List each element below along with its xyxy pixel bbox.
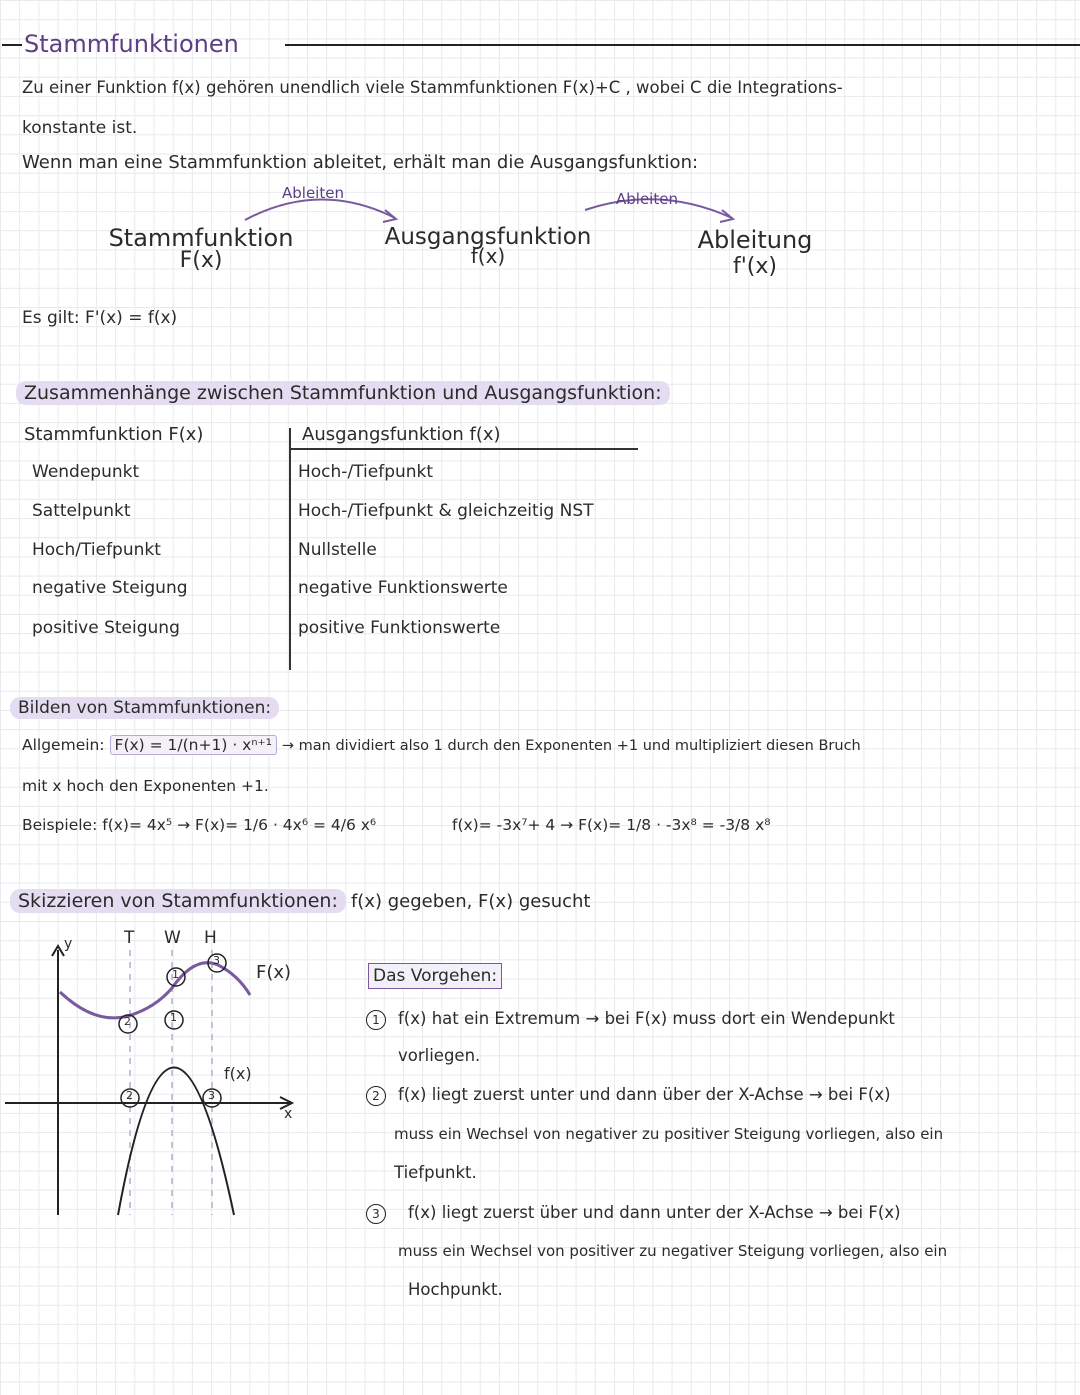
forming-example-1: f(x)= 4x⁵ → F(x)= 1/6 · 4x⁶ = 4/6 x⁶ <box>102 816 377 834</box>
forming-examples-line <box>22 816 376 834</box>
step-3-line-1: f(x) liegt zuerst über und dann unter der X-Achse → bei F(x) <box>408 1203 901 1222</box>
forming-general-line <box>22 736 861 754</box>
sketch-heading-rest: f(x) gegeben, F(x) gesucht <box>350 891 591 912</box>
relations-row-4-left: negative Steigung <box>32 578 188 598</box>
relations-row-3-right: Nullstelle <box>298 540 377 560</box>
flow-node-1-title: Stammfunktion <box>108 224 294 252</box>
step-3-line-2: muss ein Wechsel von positiver zu negativer Steigung vorliegen, also ein <box>398 1242 948 1260</box>
forming-example-2: f(x)= -3x⁷+ 4 → F(x)= 1/8 · -3x⁸ = -3/8 x⁸ <box>452 816 771 834</box>
graph-x-label: x <box>284 1106 293 1122</box>
rule-text: Es gilt: F'(x) = f(x) <box>22 308 178 328</box>
forming-heading <box>10 698 279 718</box>
forming-general-formula: F(x) = 1/(n+1) · xⁿ⁺¹ <box>110 735 277 755</box>
marker-3-f-num: 3 <box>208 1089 215 1102</box>
step-2-number: 2 <box>366 1086 386 1106</box>
sketch-heading-text: Skizzieren von Stammfunktionen: <box>10 889 346 913</box>
procedure-title <box>368 966 502 986</box>
flow-node-ableitung <box>680 226 830 279</box>
flow-node-2-title: Ausgangsfunktion <box>384 224 592 250</box>
step-3-number: 3 <box>366 1204 386 1224</box>
relations-row-1-left: Wendepunkt <box>32 462 140 482</box>
forming-general-text: → man dividiert also 1 durch den Exponenten +1 und multipliziert diesen Bruch <box>281 738 861 754</box>
relations-divider <box>289 428 291 670</box>
flow-arrow-2-label: Ableiten <box>616 190 678 208</box>
marker-3-F-num: 3 <box>213 954 220 967</box>
flow-arrows <box>0 170 1080 410</box>
relations-row-3-left: Hoch/Tiefpunkt <box>32 540 161 560</box>
relations-row-4-right: negative Funktionswerte <box>298 578 508 598</box>
graph-f-label: f(x) <box>224 1064 252 1083</box>
relations-heading <box>16 382 670 404</box>
step-1-number: 1 <box>366 1010 386 1030</box>
intro-line-3: Wenn man eine Stammfunktion ableitet, erhält man die Ausgangsfunktion: <box>22 152 699 173</box>
graph-y-label: y <box>64 936 73 952</box>
step-1-line-2: vorliegen. <box>398 1046 481 1065</box>
marker-1-f-num: 1 <box>170 1011 177 1024</box>
title-dash <box>2 44 22 46</box>
forming-heading-text: Bilden von Stammfunktionen: <box>10 697 279 719</box>
relations-header-rule <box>290 448 638 450</box>
graph-letter-H: H <box>204 928 217 948</box>
relations-row-2-left: Sattelpunkt <box>32 501 131 521</box>
step-1-line-1: f(x) hat ein Extremum → bei F(x) muss dort ein Wendepunkt <box>398 1009 895 1028</box>
procedure-title-text: Das Vorgehen: <box>368 963 502 989</box>
marker-2-f-num: 2 <box>126 1089 133 1102</box>
page-title: Stammfunktionen <box>24 30 239 58</box>
relations-row-2-right: Hoch-/Tiefpunkt & gleichzeitig NST <box>298 501 594 521</box>
flow-node-ausgangsfunktion <box>372 224 604 268</box>
flow-node-stammfunktion <box>96 224 306 273</box>
step-2-line-1: f(x) liegt zuerst unter und dann über der X-Achse → bei F(x) <box>398 1085 891 1104</box>
relations-row-1-right: Hoch-/Tiefpunkt <box>298 462 434 482</box>
graph-letter-W: W <box>164 928 181 948</box>
flow-node-1-sub: F(x) <box>179 248 223 273</box>
flow-node-2-sub: f(x) <box>470 244 506 268</box>
intro-line-1: Zu einer Funktion f(x) gehören unendlich viele Stammfunktionen F(x)+C , wobei C die Integrations- <box>22 78 843 97</box>
marker-2-F-num: 2 <box>124 1015 131 1028</box>
forming-general-text-2: mit x hoch den Exponenten +1. <box>22 777 269 795</box>
flow-node-3-title: Ableitung <box>697 226 813 254</box>
sketch-heading-line <box>10 890 590 912</box>
relations-heading-text: Zusammenhänge zwischen Stammfunktion und Ausgangsfunktion: <box>16 381 670 405</box>
title-rule <box>285 44 1080 46</box>
step-3-line-3: Hochpunkt. <box>408 1280 503 1299</box>
step-2-line-2: muss ein Wechsel von negativer zu positiver Steigung vorliegen, also ein <box>394 1125 944 1143</box>
flow-node-3-sub: f'(x) <box>733 254 777 279</box>
marker-1-F-num: 1 <box>172 968 179 981</box>
relations-col2-header: Ausgangsfunktion f(x) <box>302 424 501 445</box>
graph-F-label: F(x) <box>256 962 292 983</box>
relations-row-5-left: positive Steigung <box>32 618 180 638</box>
step-2-line-3: Tiefpunkt. <box>394 1163 477 1182</box>
forming-general-label: Allgemein: <box>22 736 105 754</box>
relations-col1-header: Stammfunktion F(x) <box>24 424 204 445</box>
relations-row-5-right: positive Funktionswerte <box>298 618 501 638</box>
flow-arrow-1-label: Ableiten <box>282 184 344 202</box>
intro-line-2: konstante ist. <box>22 118 138 138</box>
graph-letter-T: T <box>124 928 135 948</box>
flow-arrow-1 <box>245 199 395 220</box>
forming-examples-label: Beispiele: <box>22 816 98 834</box>
